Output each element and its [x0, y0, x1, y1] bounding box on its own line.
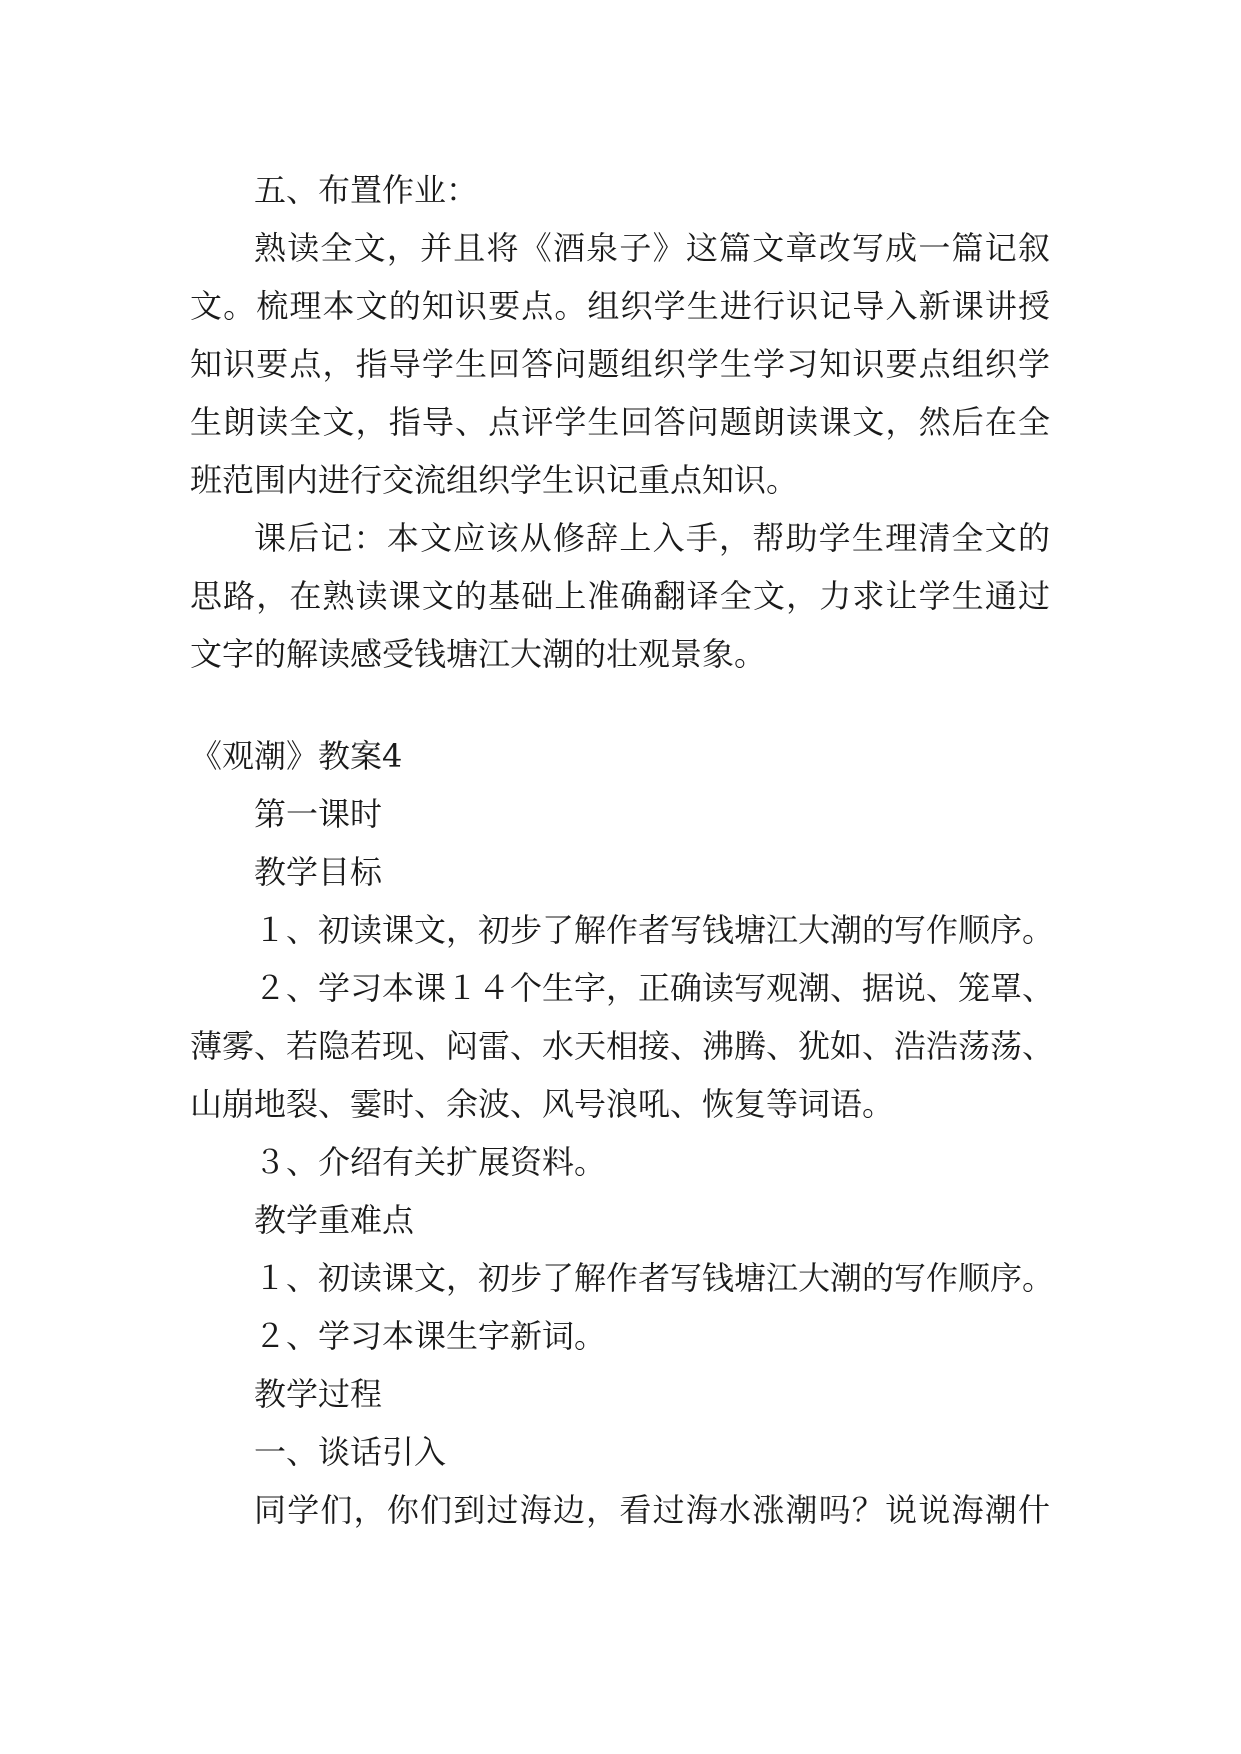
- goal-item-continued: 山崩地裂、霎时、余波、风号浪吼、恢复等词语。: [190, 1085, 895, 1123]
- paragraph-line: 知识要点，指导学生回答问题组织学生学习知识要点组织学: [190, 345, 1050, 383]
- paragraph-line: 课后记：本文应该从修辞上入手，帮助学生理清全文的: [254, 519, 1050, 557]
- key-point-item: ２、学习本课生字新词。: [254, 1317, 607, 1355]
- lesson-title: 《观潮》教案4: [190, 737, 403, 775]
- heading-teaching-goals: 教学目标: [254, 853, 383, 891]
- goal-item: １、初读课文，初步了解作者写钱塘江大潮的写作顺序。: [254, 911, 1055, 949]
- paragraph-line: 熟读全文，并且将《酒泉子》这篇文章改写成一篇记叙: [254, 229, 1050, 267]
- paragraph-line: 班范围内进行交流组织学生识记重点知识。: [190, 461, 799, 499]
- heading-teaching-process: 教学过程: [254, 1375, 383, 1413]
- section-heading-assignment: 五、布置作业：: [254, 171, 479, 209]
- paragraph-line: 思路，在熟读课文的基础上准确翻译全文，力求让学生通过: [190, 577, 1050, 615]
- goal-item-continued: 薄雾、若隐若现、闷雷、水天相接、沸腾、犹如、浩浩荡荡、: [190, 1027, 1055, 1065]
- lesson-period: 第一课时: [254, 795, 383, 833]
- paragraph-line: 生朗读全文，指导、点评学生回答问题朗读课文，然后在全: [190, 403, 1050, 441]
- goal-item: ３、介绍有关扩展资料。: [254, 1143, 607, 1181]
- heading-key-points: 教学重难点: [254, 1201, 415, 1239]
- paragraph-line: 文字的解读感受钱塘江大潮的壮观景象。: [190, 635, 767, 673]
- key-point-item: １、初读课文，初步了解作者写钱塘江大潮的写作顺序。: [254, 1259, 1055, 1297]
- paragraph-line: 同学们，你们到过海边，看过海水涨潮吗？说说海潮什: [254, 1491, 1050, 1529]
- goal-item: ２、学习本课１４个生字，正确读写观潮、据说、笼罩、: [254, 969, 1055, 1007]
- paragraph-line: 文。梳理本文的知识要点。组织学生进行识记导入新课讲授: [190, 287, 1050, 325]
- step-heading: 一、谈话引入: [254, 1433, 447, 1471]
